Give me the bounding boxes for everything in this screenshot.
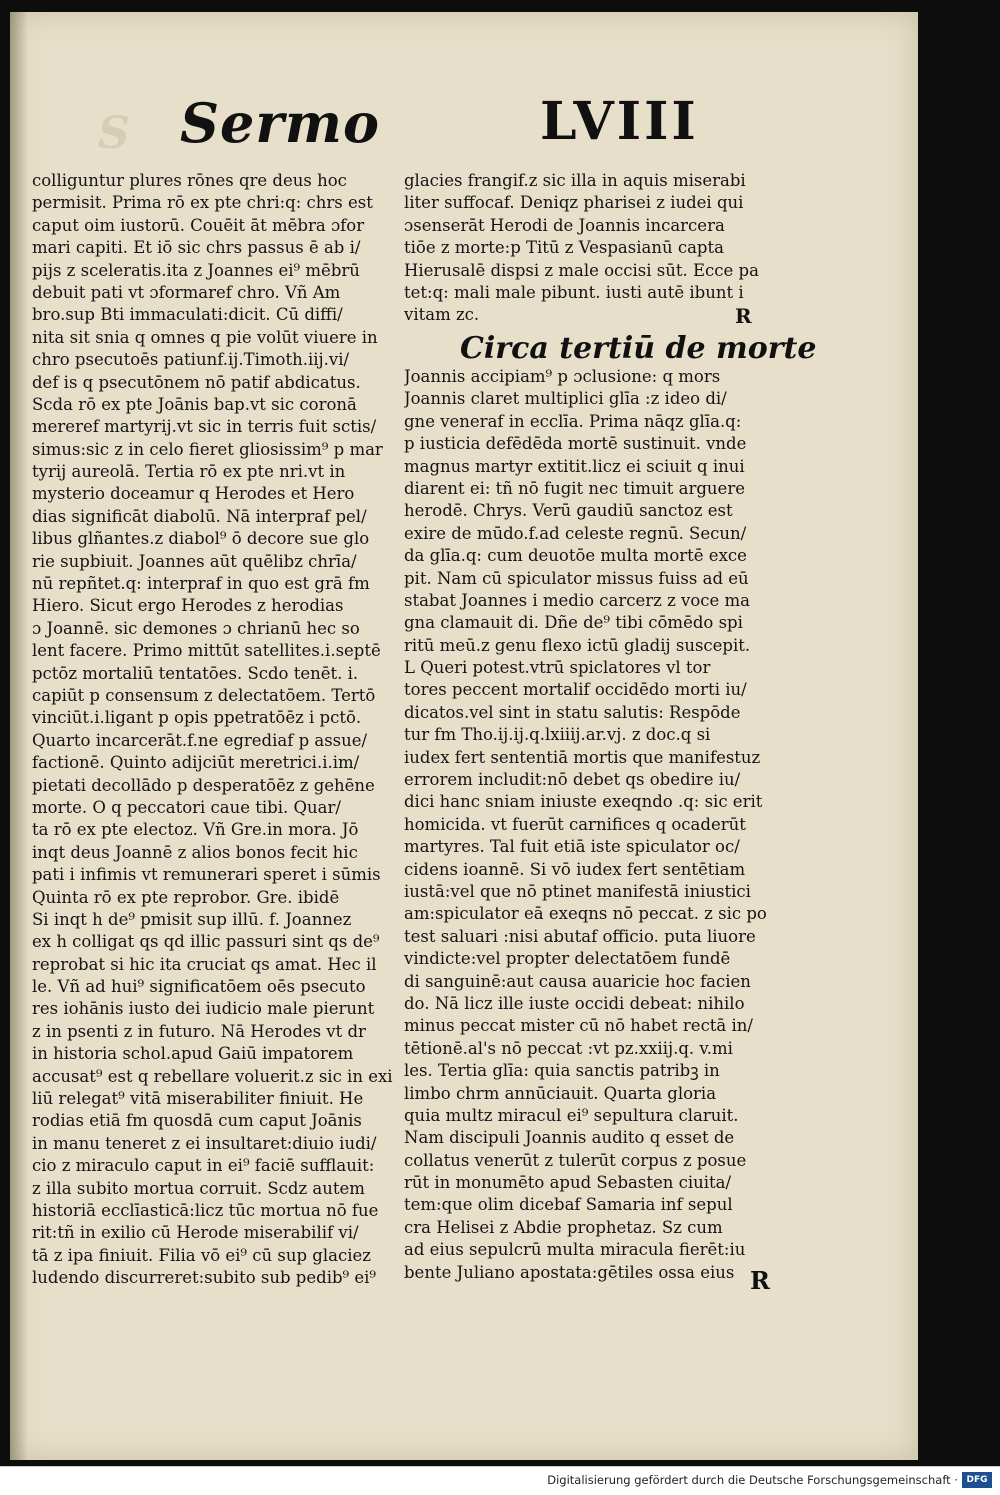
text-line: tur fm Tho.ij.ij.q.lxiiij.ar.vj. z doc.q si <box>404 725 711 745</box>
text-line: L Queri potest.vtrū spiclatores vl tor <box>404 658 711 678</box>
text-line: les. Tertia glīa: quia sanctis patribꝫ in <box>404 1061 720 1081</box>
text-line: pati i infimis vt remunerari speret i sūmis <box>32 865 381 885</box>
text-line: nita sit snia q omnes q pie volūt viuere in <box>32 327 378 347</box>
dfg-logo-icon[interactable]: DFG <box>962 1472 992 1488</box>
text-line: exire de mūdo.f.ad celeste regnū. Secun/ <box>404 523 747 543</box>
text-line: cio z miraculo caput in ei⁹ faciē sufflauit: <box>32 1156 375 1176</box>
text-line: di sanguinē:aut causa auaricie hoc facien <box>404 971 751 991</box>
text-line: iustā:vel que nō ptinet manifestā iniustici <box>404 881 751 901</box>
text-line: vindicte:vel propter delectatōem fundē <box>404 949 731 969</box>
text-line: lent facere. Primo mittūt satellites.i.septē <box>32 641 381 661</box>
text-line: p iusticia defēdēda mortē sustinuit. vnde <box>404 434 747 454</box>
text-line: vinciūt.i.ligant p opis ppetratōēz i pctō. <box>32 708 362 728</box>
text-line: bente Juliano apostata:gētiles ossa eius <box>404 1262 735 1282</box>
text-line: ritū meū.z genu flexo ictū gladij suscepit. <box>404 635 751 655</box>
text-line: dicatos.vel sint in statu salutis: Respōde <box>404 702 741 722</box>
text-line: Quinta rō ex pte reprobor. Gre. ibidē <box>32 887 340 907</box>
text-line: mysterio doceamur q Herodes et Hero <box>32 484 355 504</box>
text-line: factionē. Quinto adijciūt meretrici.i.im/ <box>32 753 360 773</box>
text-line: stabat Joannes i medio carcerz z voce ma <box>404 590 751 610</box>
text-line: herodē. Chrys. Verū gaudiū sanctoz est <box>404 501 733 521</box>
text-line: le. Vñ ad hui⁹ significatōem oēs psecuto <box>32 977 366 997</box>
text-line: pietati decollādo p desperatōēz z gehēne <box>32 775 375 795</box>
text-line: tet:q: mali male pibunt. iusti autē ibunt i <box>404 282 744 302</box>
text-line: Joannis accipiam⁹ p ɔclusione: q mors <box>404 367 721 386</box>
funding-notice: Digitalisierung gefördert durch die Deutsche Forschungsgemeinschaft · <box>547 1473 958 1487</box>
text-line: ad eius sepulcrū multa miracula fierēt:iu <box>404 1240 746 1260</box>
text-line: tores peccent mortalif occidēdo morti iu/ <box>404 680 747 700</box>
text-line: collatus venerūt z tulerūt corpus z posue <box>404 1150 747 1170</box>
text-line: accusat⁹ est q rebellare voluerit.z sic in exi <box>32 1066 393 1086</box>
text-line: Hierusalē dispsi z male occisi sūt. Ecce pa <box>404 260 759 280</box>
running-head-left: Sermo <box>180 91 380 155</box>
text-line: mari capiti. Et iō sic chrs passus ē ab i/ <box>32 238 361 258</box>
text-line: z in psenti z in futuro. Nā Herodes vt dr <box>32 1021 366 1041</box>
text-line: pijs z sceleratis.ita z Joannes ei⁹ mēbrū <box>32 260 360 280</box>
text-line: martyres. Tal fuit etiā iste spiculator oc/ <box>404 837 740 857</box>
paragraph-mark: R <box>735 304 752 328</box>
text-line: errorem includit:nō debet qs obedire iu/ <box>404 770 741 790</box>
text-line: magnus martyr extitit.licz ei sciuit q inui <box>404 456 745 476</box>
text-line: homicida. vt fuerūt carnifices q ocaderūt <box>404 814 746 834</box>
scanned-page <box>10 12 918 1460</box>
right-text-column-bottom <box>404 366 778 1284</box>
text-line: dici hanc sniam iniuste exeqndo .q: sic erit <box>404 792 763 812</box>
text-line: rit:tñ in exilio cū Herode miserabilif vi/ <box>32 1223 359 1243</box>
text-line: diarent ei: tñ nō fugit nec timuit arguere <box>404 478 745 498</box>
text-line: ɔsenserāt Herodi de Joannis incarcera <box>404 215 725 235</box>
footer-bar <box>0 1466 1000 1495</box>
text-line: rodias etiā fm quosdā cum caput Joānis <box>32 1111 362 1131</box>
section-heading: Circa tertiū de morte <box>460 331 817 366</box>
text-line: da glīa.q: cum deuotōe multa mortē exce <box>404 546 747 566</box>
text-line: caput oim iustorū. Couēit āt mēbra ɔfor <box>32 215 365 235</box>
right-text-column-top <box>404 170 778 327</box>
text-line: morte. O q peccatori caue tibi. Quar/ <box>32 797 341 817</box>
text-line: gna clamauit di. Dñe de⁹ tibi cōmēdo spi <box>404 613 743 633</box>
text-line: Scda rō ex pte Joānis bap.vt sic coronā <box>32 394 357 414</box>
text-line: nū repñtet.q: interpraf in quo est grā fm <box>32 574 370 594</box>
text-line: historiā ecclīasticā:licz tūc mortua nō fue <box>32 1200 379 1220</box>
text-line: mereref martyrij.vt sic in terris fuit sctis/ <box>32 417 377 437</box>
text-line: do. Nā licz ille iuste occidi debeat: nihilo <box>404 993 745 1013</box>
text-line: am:spiculator eā exeqns nō peccat. z sic po <box>404 904 767 924</box>
text-line: limbo chrm annūciauit. Quarta gloria <box>404 1083 717 1103</box>
text-line: reprobat si hic ita cruciat qs amat. Hec il <box>32 954 377 974</box>
text-line: Joannis claret multiplici glīa :z ideo di/ <box>404 389 727 409</box>
text-line: tā z ipa finiuit. Filia vō ei⁹ cū sup glaciez <box>32 1245 371 1265</box>
text-line: Hiero. Sicut ergo Herodes z herodias <box>32 596 344 616</box>
text-line: gne veneraf in ecclīa. Prima nāqz glīa.q: <box>404 411 742 431</box>
text-line: tētionē.al's nō peccat :vt pz.xxiij.q. v.mi <box>404 1038 733 1058</box>
text-line: inqt deus Joannē z alios bonos fecit hic <box>32 842 358 862</box>
text-line: iudex fert sententiā mortis que manifestuz <box>404 747 761 767</box>
text-line: Si inqt h de⁹ pmisit sup illū. f. Joannez <box>32 909 352 929</box>
text-line: rūt in monumēto apud Sebasten ciuita/ <box>404 1173 732 1193</box>
catchword-signature: R <box>750 1266 770 1295</box>
text-line: in historia schol.apud Gaiū impatorem <box>32 1044 354 1064</box>
text-line: tyrij aureolā. Tertia rō ex pte nri.vt in <box>32 462 346 482</box>
text-line: in manu teneret z ei insultaret:diuio iudi/ <box>32 1133 377 1153</box>
text-line: quia multz miracul ei⁹ sepultura claruit. <box>404 1105 739 1125</box>
text-line: bro.sup Bti immaculati:dicit. Cū diffi/ <box>32 305 343 325</box>
text-line: colliguntur plures rōnes qre deus hoc <box>32 171 347 190</box>
text-line: liter suffocaf. Deniqz pharisei z iudei qui <box>404 193 744 213</box>
text-line: capiūt p consensum z delectatōem. Tertō <box>32 685 376 705</box>
text-line: tem:que olim dicebaf Samaria inf sepul <box>404 1195 733 1215</box>
text-line: def is q psecutōnem nō patif abdicatus. <box>32 372 361 392</box>
text-line: Nam discipuli Joannis audito q esset de <box>404 1128 735 1148</box>
text-line: z illa subito mortua corruit. Scdz autem <box>32 1178 365 1198</box>
text-line: cra Helisei z Abdie prophetaz. Sz cum <box>404 1217 723 1237</box>
text-line: ta rō ex pte electoz. Vñ Gre.in mora. Jō <box>32 820 359 840</box>
text-line: rie supbiuit. Joannes aūt quēlibz chrīa/ <box>32 551 357 571</box>
text-line: debuit pati vt ɔformaref chro. Vñ Am <box>32 282 341 302</box>
running-head-right: LVIII <box>540 91 699 152</box>
text-line: res iohānis iusto dei iudicio male pierunt <box>32 999 375 1019</box>
text-line: cidens ioannē. Si vō iudex fert sentētiam <box>404 859 746 879</box>
text-line: liū relegat⁹ vitā miserabiliter finiuit. He <box>32 1089 364 1109</box>
text-line: simus:sic z in celo fieret gliosissim⁹ p mar <box>32 439 383 459</box>
text-line: ludendo discurreret:subito sub pedib⁹ ei⁹ <box>32 1268 377 1288</box>
text-line: minus peccat mister cū nō habet rectā in/ <box>404 1016 753 1036</box>
text-line: ɔ Joannē. sic demones ɔ chrianū hec so <box>32 618 360 638</box>
text-line: vitam zc. <box>404 305 480 325</box>
text-line: glacies frangif.z sic illa in aquis miserabi <box>404 171 746 190</box>
show-through-mark: S <box>98 108 130 159</box>
text-line: pctōz mortaliū tentatōes. Scdo tenēt. i. <box>32 663 359 683</box>
left-text-column <box>32 170 417 1290</box>
text-line: ex h colligat qs qd illic passuri sint qs de⁹ <box>32 932 380 952</box>
text-line: dias significāt diabolū. Nā interpraf pel/ <box>32 506 367 526</box>
text-line: libus glñantes.z diabol⁹ ō decore sue glo <box>32 529 370 549</box>
text-line: tiōe z morte:p Titū z Vespasianū capta <box>404 238 724 258</box>
text-line: test saluari :nisi abutaf officio. puta liuore <box>404 926 756 946</box>
text-line: chro psecutoēs patiunf.ij.Timoth.iij.vi/ <box>32 350 350 370</box>
text-line: permisit. Prima rō ex pte chri:q: chrs est <box>32 193 373 213</box>
text-line: Quarto incarcerāt.f.ne egrediaf p assue/ <box>32 730 368 750</box>
text-line: pit. Nam cū spiculator missus fuiss ad eū <box>404 568 749 588</box>
